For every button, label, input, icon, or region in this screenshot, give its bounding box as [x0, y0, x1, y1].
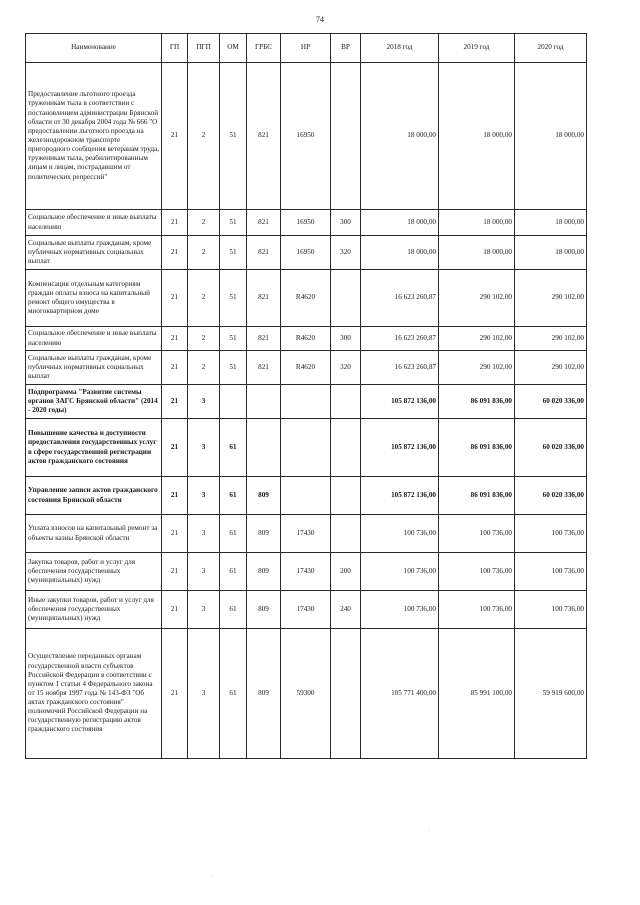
- amount-2020-cell: 18 000,00: [515, 210, 587, 236]
- row-name-cell: Подпрограмма "Развитие системы органов ЗАГС Брянской области" (2014 - 2020 годы): [26, 385, 162, 419]
- table-row: [26, 515, 587, 553]
- nr-cell: R4620: [281, 351, 331, 385]
- amount-2018-cell: 16 623 260,87: [361, 351, 439, 385]
- om-cell: 61: [220, 477, 247, 515]
- om-cell: 61: [220, 591, 247, 629]
- nr-cell: 17430: [281, 515, 331, 553]
- scan-speck: ·: [212, 873, 214, 879]
- nr-cell: 17430: [281, 553, 331, 591]
- om-cell: 51: [220, 236, 247, 270]
- amount-2018-cell: 100 736,00: [361, 591, 439, 629]
- vr-cell: [331, 419, 361, 477]
- amount-2019-cell: 86 091 836,00: [439, 385, 515, 419]
- pgp-cell: 2: [188, 63, 220, 210]
- header-om: ОМ: [220, 34, 247, 63]
- vr-cell: [331, 629, 361, 759]
- amount-2019-cell: 18 000,00: [439, 63, 515, 210]
- amount-2018-cell: 18 000,00: [361, 236, 439, 270]
- amount-2020-cell: 290 102,00: [515, 327, 587, 351]
- nr-cell: 17430: [281, 591, 331, 629]
- pgp-cell: 3: [188, 591, 220, 629]
- header-pgp: ПГП: [188, 34, 220, 63]
- row-name-cell: Закупка товаров, работ и услуг для обеспечения государственных (муниципальных) нужд: [26, 553, 162, 591]
- om-cell: 61: [220, 419, 247, 477]
- row-name-cell: Социальное обеспечение и иные выплаты населению: [26, 210, 162, 236]
- grbs-cell: 821: [247, 63, 281, 210]
- amount-2020-cell: 60 020 336,00: [515, 419, 587, 477]
- table-row: [26, 63, 587, 210]
- header-name: Наименование: [26, 34, 162, 63]
- grbs-cell: [247, 419, 281, 477]
- amount-2020-cell: 100 736,00: [515, 591, 587, 629]
- grbs-cell: 809: [247, 477, 281, 515]
- nr-cell: 16950: [281, 236, 331, 270]
- grbs-cell: 809: [247, 515, 281, 553]
- header-gp: ГП: [162, 34, 188, 63]
- pgp-cell: 3: [188, 419, 220, 477]
- row-name-cell: Осуществление переданных органам государственной власти субъектов Российской Федерации в соответствии с пунктом 1 статьи 4 Федерального закона от 15 ноября 1997 года № 143-ФЗ "Об актах гражданского состояния" полномочий Российской Федерации на государственную регистрацию актов гражданского состояния: [26, 629, 162, 759]
- gp-cell: 21: [162, 591, 188, 629]
- nr-cell: R4620: [281, 327, 331, 351]
- om-cell: 61: [220, 515, 247, 553]
- amount-2018-cell: 105 771 400,00: [361, 629, 439, 759]
- gp-cell: 21: [162, 515, 188, 553]
- pgp-cell: 3: [188, 515, 220, 553]
- pgp-cell: 2: [188, 270, 220, 327]
- amount-2018-cell: 105 872 136,00: [361, 419, 439, 477]
- amount-2020-cell: 60 020 336,00: [515, 477, 587, 515]
- grbs-cell: 821: [247, 327, 281, 351]
- budget-table: [25, 33, 587, 759]
- row-name-cell: Уплата взносов на капитальный ремонт за объекты казны Брянской области: [26, 515, 162, 553]
- nr-cell: 16950: [281, 210, 331, 236]
- amount-2018-cell: 100 736,00: [361, 515, 439, 553]
- gp-cell: 21: [162, 210, 188, 236]
- gp-cell: 21: [162, 477, 188, 515]
- table-row: [26, 327, 587, 351]
- amount-2019-cell: 18 000,00: [439, 210, 515, 236]
- gp-cell: 21: [162, 236, 188, 270]
- vr-cell: [331, 477, 361, 515]
- gp-cell: 21: [162, 270, 188, 327]
- pgp-cell: 2: [188, 351, 220, 385]
- scan-speck: ·: [428, 828, 430, 834]
- amount-2020-cell: 100 736,00: [515, 515, 587, 553]
- amount-2019-cell: 18 000,00: [439, 236, 515, 270]
- amount-2020-cell: 100 736,00: [515, 553, 587, 591]
- grbs-cell: 821: [247, 270, 281, 327]
- table-row: [26, 351, 587, 385]
- om-cell: 51: [220, 327, 247, 351]
- amount-2020-cell: 18 000,00: [515, 63, 587, 210]
- om-cell: [220, 385, 247, 419]
- om-cell: 51: [220, 351, 247, 385]
- table-row: [26, 477, 587, 515]
- grbs-cell: 809: [247, 553, 281, 591]
- row-name-cell: Иные закупки товаров, работ и услуг для обеспечения государственных (муниципальных) нужд: [26, 591, 162, 629]
- vr-cell: [331, 515, 361, 553]
- grbs-cell: 821: [247, 351, 281, 385]
- grbs-cell: 809: [247, 629, 281, 759]
- table-row: [26, 236, 587, 270]
- amount-2019-cell: 290 102,00: [439, 351, 515, 385]
- table-row: [26, 553, 587, 591]
- header-2020: 2020 год: [515, 34, 587, 63]
- row-name-cell: Социальные выплаты гражданам, кроме публичных нормативных социальных выплат: [26, 351, 162, 385]
- table-row: [26, 210, 587, 236]
- vr-cell: 300: [331, 210, 361, 236]
- header-grbs: ГРБС: [247, 34, 281, 63]
- header-vr: ВР: [331, 34, 361, 63]
- amount-2018-cell: 105 872 136,00: [361, 385, 439, 419]
- vr-cell: 300: [331, 327, 361, 351]
- om-cell: 51: [220, 270, 247, 327]
- amount-2019-cell: 100 736,00: [439, 591, 515, 629]
- amount-2019-cell: 100 736,00: [439, 515, 515, 553]
- header-row: [26, 34, 587, 63]
- om-cell: 51: [220, 63, 247, 210]
- grbs-cell: [247, 385, 281, 419]
- header-2018: 2018 год: [361, 34, 439, 63]
- om-cell: 61: [220, 629, 247, 759]
- table-row: [26, 419, 587, 477]
- pgp-cell: 3: [188, 629, 220, 759]
- gp-cell: 21: [162, 351, 188, 385]
- amount-2020-cell: 18 000,00: [515, 236, 587, 270]
- page-number: 74: [316, 15, 324, 24]
- amount-2019-cell: 86 091 836,00: [439, 419, 515, 477]
- vr-cell: [331, 270, 361, 327]
- om-cell: 61: [220, 553, 247, 591]
- amount-2019-cell: 86 091 836,00: [439, 477, 515, 515]
- amount-2018-cell: 16 623 260,87: [361, 327, 439, 351]
- amount-2018-cell: 18 000,00: [361, 210, 439, 236]
- grbs-cell: 821: [247, 210, 281, 236]
- table-row: [26, 629, 587, 759]
- row-name-cell: Повышение качества и доступности предоставления государственных услуг в сфере государственной регистрации актов гражданского состояния: [26, 419, 162, 477]
- header-nr: НР: [281, 34, 331, 63]
- row-name-cell: Управление записи актов гражданского состояния Брянской области: [26, 477, 162, 515]
- amount-2020-cell: 60 020 336,00: [515, 385, 587, 419]
- vr-cell: 320: [331, 351, 361, 385]
- gp-cell: 21: [162, 553, 188, 591]
- grbs-cell: 809: [247, 591, 281, 629]
- row-name-cell: Предоставление льготного проезда труженикам тыла в соответствии с постановлением администрации Брянской области от 30 декабря 2004 года № 666 "О предоставлении льготного проезда на железнодорожном транспорте пригородного сообщения ветеранам труда, труженикам тыла, реабилитированным лицам и лицам, пострадавшим от политических репрессий": [26, 63, 162, 210]
- gp-cell: 21: [162, 385, 188, 419]
- amount-2018-cell: 16 623 260,87: [361, 270, 439, 327]
- amount-2020-cell: 290 102,00: [515, 351, 587, 385]
- pgp-cell: 3: [188, 385, 220, 419]
- pgp-cell: 3: [188, 477, 220, 515]
- table-body: [26, 63, 587, 759]
- vr-cell: 320: [331, 236, 361, 270]
- nr-cell: 59300: [281, 629, 331, 759]
- nr-cell: [281, 419, 331, 477]
- om-cell: 51: [220, 210, 247, 236]
- vr-cell: [331, 63, 361, 210]
- row-name-cell: Компенсация отдельным категориям граждан оплаты взноса на капитальный ремонт общего имущества в многоквартирном доме: [26, 270, 162, 327]
- amount-2019-cell: 290 102,00: [439, 270, 515, 327]
- pgp-cell: 3: [188, 553, 220, 591]
- gp-cell: 21: [162, 629, 188, 759]
- pgp-cell: 2: [188, 327, 220, 351]
- header-2019: 2019 год: [439, 34, 515, 63]
- table-row: [26, 591, 587, 629]
- amount-2018-cell: 18 000,00: [361, 63, 439, 210]
- amount-2018-cell: 100 736,00: [361, 553, 439, 591]
- amount-2019-cell: 290 102,00: [439, 327, 515, 351]
- nr-cell: 16950: [281, 63, 331, 210]
- nr-cell: [281, 385, 331, 419]
- vr-cell: [331, 385, 361, 419]
- amount-2018-cell: 105 872 136,00: [361, 477, 439, 515]
- row-name-cell: Социальные выплаты гражданам, кроме публичных нормативных социальных выплат: [26, 236, 162, 270]
- gp-cell: 21: [162, 419, 188, 477]
- amount-2020-cell: 59 919 600,00: [515, 629, 587, 759]
- pgp-cell: 2: [188, 236, 220, 270]
- nr-cell: R4620: [281, 270, 331, 327]
- table-row: [26, 270, 587, 327]
- gp-cell: 21: [162, 327, 188, 351]
- gp-cell: 21: [162, 63, 188, 210]
- amount-2020-cell: 290 102,00: [515, 270, 587, 327]
- vr-cell: 240: [331, 591, 361, 629]
- pgp-cell: 2: [188, 210, 220, 236]
- table-row: [26, 385, 587, 419]
- row-name-cell: Социальное обеспечение и иные выплаты населению: [26, 327, 162, 351]
- amount-2019-cell: 85 991 100,00: [439, 629, 515, 759]
- nr-cell: [281, 477, 331, 515]
- grbs-cell: 821: [247, 236, 281, 270]
- vr-cell: 200: [331, 553, 361, 591]
- amount-2019-cell: 100 736,00: [439, 553, 515, 591]
